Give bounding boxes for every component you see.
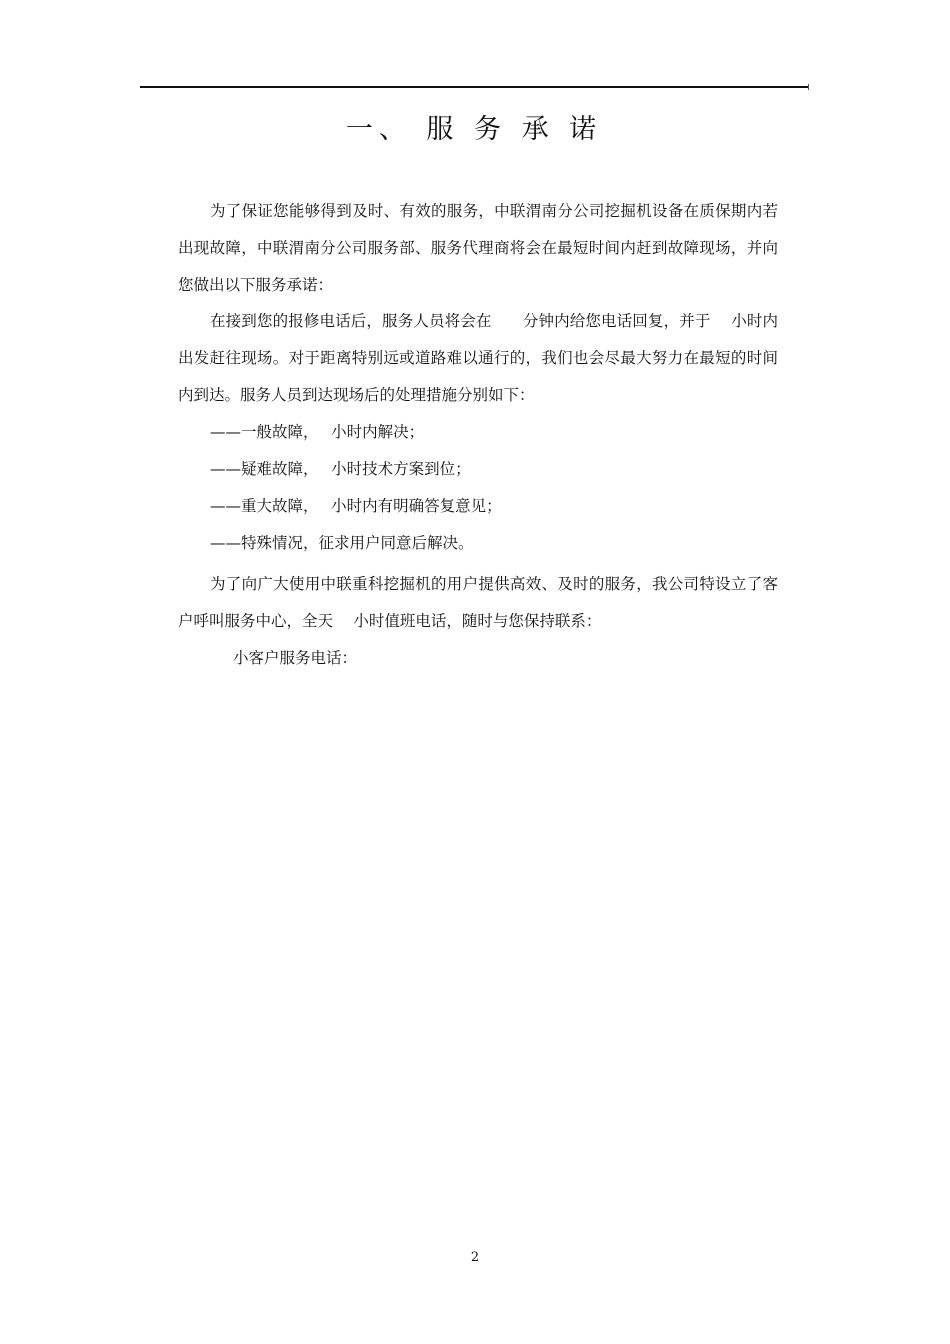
list-item-difficult-fault: ——疑难故障， 小时技术方案到位； [210,460,471,478]
list-item-special-case: ——特殊情况，征求用户同意后解决。 [210,534,474,552]
paragraph-intro: 为了保证您能够得到及时、有效的服务，中联渭南分公司挖掘机设备在质保期内若出现故障，中联渭南分公司服务部、服务代理商将会在最短时间内赶到故障现场，并向您做出以下服务承诺： [178,202,778,294]
list-item-general-fault: ——一般故障， 小时内解决； [210,423,425,441]
header-rule-end-mark [808,84,809,90]
paragraph-call-center: 为了向广大使用中联重科挖掘机的用户提供高效、及时的服务，我公司特设立了客户呼叫服务中心，全天 小时值班电话，随时与您保持联系： [178,575,778,630]
section-title: 一、 服 务 承 诺 [345,114,603,145]
page-number: 2 [470,1250,480,1265]
list-item-major-fault: ——重大故障， 小时内有明确答复意见； [210,497,502,515]
paragraph-response-time: 在接到您的报修电话后，服务人员将会在 分钟内给您电话回复，并于 小时内出发赶往现场。对于距离特别远或道路难以通行的，我们也会尽最大努力在最短的时间内到达。服务人员到达现场后的处理措施分别如下： [178,312,778,404]
contact-line: 小客户服务电话： [233,649,358,667]
header-rule [140,86,808,88]
